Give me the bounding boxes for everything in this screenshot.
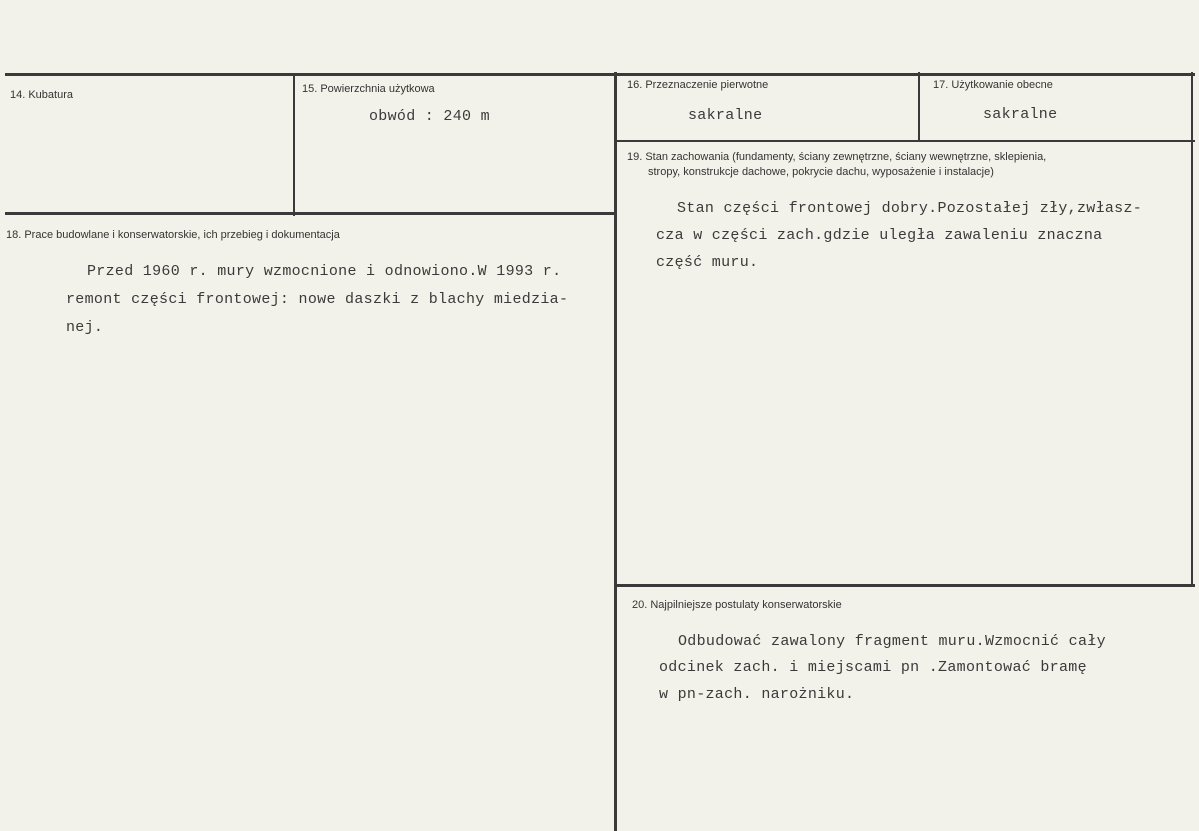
rule-under-16-17	[616, 140, 1195, 142]
divider-16-17	[918, 72, 920, 142]
field-18-label: 18. Prace budowlane i konserwatorskie, ich przebieg i dokumentacja	[6, 229, 340, 241]
main-vertical-divider	[614, 72, 617, 831]
field-18-line-3: nej.	[66, 319, 104, 336]
field-20-line-1: Odbudować zawalony fragment muru.Wzmocnić cały	[678, 633, 1106, 650]
divider-14-15	[293, 74, 295, 216]
field-15-value: obwód : 240 m	[369, 108, 490, 125]
field-19-line-2: cza w części zach.gdzie uległa zawaleniu znaczna	[656, 227, 1103, 244]
field-17-label: 17. Użytkowanie obecne	[933, 79, 1053, 91]
field-16-value: sakralne	[688, 107, 763, 124]
right-edge-rule	[1191, 72, 1193, 587]
field-19-label-line-2: stropy, konstrukcje dachowe, pokrycie dachu, wyposażenie i instalacje)	[648, 166, 994, 178]
rule-above-20	[616, 584, 1195, 587]
field-20-label: 20. Najpilniejsze postulaty konserwatorskie	[632, 599, 842, 611]
field-19-line-1: Stan części frontowej dobry.Pozostałej zły,zwłasz-	[677, 200, 1143, 217]
field-20-line-2: odcinek zach. i miejscami pn .Zamontować bramę	[659, 659, 1087, 676]
field-14-label: 14. Kubatura	[10, 89, 73, 101]
field-19-label-line-1: 19. Stan zachowania (fundamenty, ściany zewnętrzne, ściany wewnętrzne, sklepienia,	[627, 151, 1047, 163]
field-17-value: sakralne	[983, 106, 1058, 123]
field-18-line-1: Przed 1960 r. mury wzmocnione i odnowiono.W 1993 r.	[87, 263, 562, 280]
field-16-label: 16. Przeznaczenie pierwotne	[627, 79, 769, 91]
rule-above-18	[5, 212, 617, 215]
field-19-line-3: część muru.	[656, 254, 759, 271]
field-18-line-2: remont części frontowej: nowe daszki z blachy miedzia-	[66, 291, 569, 308]
top-rule	[5, 73, 1195, 76]
field-20-line-3: w pn-zach. narożniku.	[659, 686, 855, 703]
field-15-label: 15. Powierzchnia użytkowa	[302, 83, 435, 95]
